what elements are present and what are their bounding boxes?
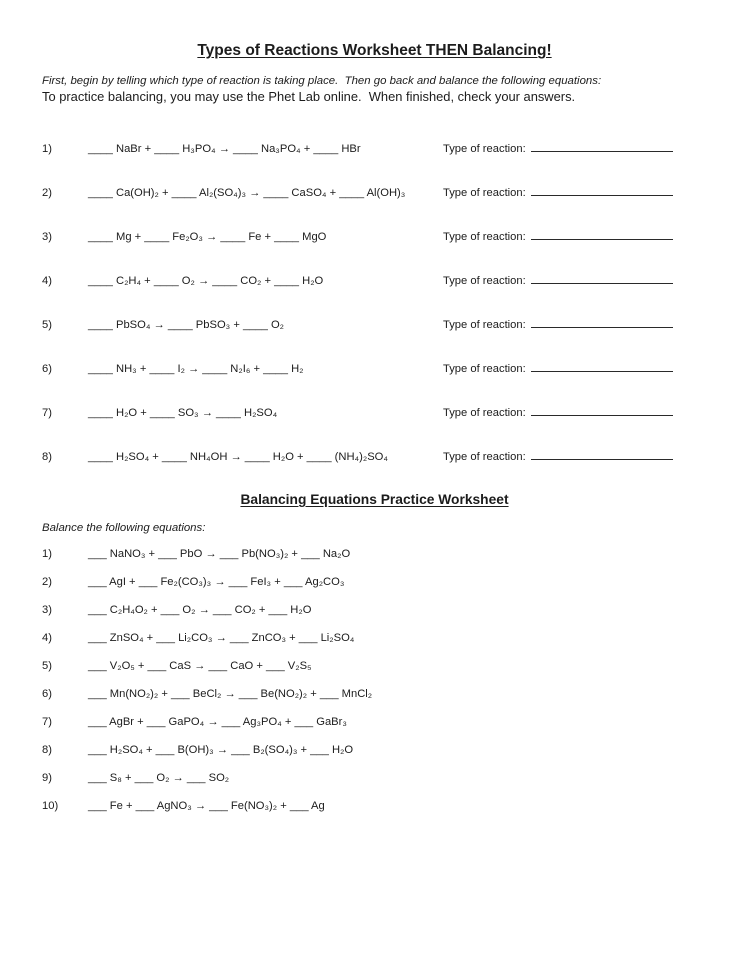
reaction-row-2	[42, 184, 711, 200]
answer-blank	[531, 140, 673, 152]
type-of-reaction-cell	[443, 184, 673, 200]
item-number: 3)	[42, 604, 52, 616]
balance-row-1	[42, 547, 707, 561]
reaction-row-1	[42, 140, 711, 156]
balance-row-10	[42, 799, 707, 813]
answer-blank	[531, 228, 673, 240]
types-of-reactions-section	[0, 140, 749, 464]
intro-block	[42, 75, 707, 104]
equation-text: ___ Mn(NO₂)₂ + ___ BeCl₂ → ___ Be(NO₂)₂ + ___ MnCl₂	[88, 688, 373, 700]
type-of-reaction-label: Type of reaction:	[443, 319, 526, 331]
reaction-row-7	[42, 404, 711, 420]
type-of-reaction-label: Type of reaction:	[443, 407, 526, 419]
item-number: 5)	[42, 319, 52, 331]
equation-text: ____ Ca(OH)₂ + ____ Al₂(SO₄)₃ → ____ CaSO₄ + ____ Al(OH)₃	[88, 187, 406, 199]
balance-row-6	[42, 687, 707, 701]
page-title	[0, 0, 749, 60]
reaction-row-4	[42, 272, 711, 288]
item-number: 8)	[42, 744, 52, 756]
balance-row-4	[42, 631, 707, 645]
equation-text: ___ AgI + ___ Fe₂(CO₃)₃ → ___ FeI₃ + ___ Ag₂CO₃	[88, 576, 345, 588]
item-number: 1)	[42, 548, 52, 560]
type-of-reaction-label: Type of reaction:	[443, 363, 526, 375]
type-of-reaction-cell	[443, 360, 673, 376]
item-number: 9)	[42, 772, 52, 784]
item-number: 6)	[42, 688, 52, 700]
intro-instruction-italic: First, begin by telling which type of reaction is taking place. Then go back and balance the following equations:	[42, 75, 602, 87]
equation-text: ____ Mg + ____ Fe₂O₃ → ____ Fe + ____ MgO	[88, 231, 327, 243]
balance-row-7	[42, 715, 707, 729]
item-number: 6)	[42, 363, 52, 375]
type-of-reaction-label: Type of reaction:	[443, 187, 526, 199]
equation-text: ___ V₂O₅ + ___ CaS → ___ CaO + ___ V₂S₅	[88, 660, 312, 672]
type-of-reaction-cell	[443, 404, 673, 420]
equation-text: ____ NH₃ + ____ I₂ → ____ N₂I₆ + ____ H₂	[88, 363, 304, 375]
type-of-reaction-label: Type of reaction:	[443, 143, 526, 155]
equation-text: ____ H₂SO₄ + ____ NH₄OH → ____ H₂O + ____ (NH₄)₂SO₄	[88, 451, 388, 463]
answer-blank	[531, 404, 673, 416]
type-of-reaction-cell	[443, 272, 673, 288]
balance-row-8	[42, 743, 707, 757]
balance-row-3	[42, 603, 707, 617]
item-number: 4)	[42, 275, 52, 287]
page-title-text: Types of Reactions Worksheet THEN Balancing!	[197, 42, 552, 59]
type-of-reaction-label: Type of reaction:	[443, 231, 526, 243]
item-number: 5)	[42, 660, 52, 672]
type-of-reaction-cell	[443, 448, 673, 464]
item-number: 4)	[42, 632, 52, 644]
balance-row-2	[42, 575, 707, 589]
item-number: 7)	[42, 407, 52, 419]
item-number: 10)	[42, 800, 59, 812]
answer-blank	[531, 448, 673, 460]
answer-blank	[531, 184, 673, 196]
reaction-row-3	[42, 228, 711, 244]
item-number: 7)	[42, 716, 52, 728]
equation-text: ___ C₂H₄O₂ + ___ O₂ → ___ CO₂ + ___ H₂O	[88, 604, 312, 616]
answer-blank	[531, 316, 673, 328]
type-of-reaction-cell	[443, 316, 673, 332]
balancing-instruction: Balance the following equations:	[42, 522, 206, 534]
item-number: 3)	[42, 231, 52, 243]
balance-row-9	[42, 771, 707, 785]
type-of-reaction-label: Type of reaction:	[443, 451, 526, 463]
equation-text: ___ ZnSO₄ + ___ Li₂CO₃ → ___ ZnCO₃ + ___ Li₂SO₄	[88, 632, 355, 644]
answer-blank	[531, 272, 673, 284]
item-number: 1)	[42, 143, 52, 155]
equation-text: ____ NaBr + ____ H₃PO₄ → ____ Na₃PO₄ + ____ HBr	[88, 143, 361, 155]
reaction-row-8	[42, 448, 711, 464]
type-of-reaction-cell	[443, 140, 673, 156]
reaction-row-5	[42, 316, 711, 332]
equation-text: ___ S₈ + ___ O₂ → ___ SO₂	[88, 772, 230, 784]
equation-text: ___ NaNO₃ + ___ PbO → ___ Pb(NO₃)₂ + ___ Na₂O	[88, 548, 351, 560]
answer-blank	[531, 360, 673, 372]
balancing-equations-section	[0, 547, 749, 813]
item-number: 2)	[42, 187, 52, 199]
equation-text: ____ H₂O + ____ SO₃ → ____ H₂SO₄	[88, 407, 278, 419]
item-number: 8)	[42, 451, 52, 463]
equation-text: ___ H₂SO₄ + ___ B(OH)₃ → ___ B₂(SO₄)₃ + ___ H₂O	[88, 744, 354, 756]
item-number: 2)	[42, 576, 52, 588]
equation-text: ____ C₂H₄ + ____ O₂ → ____ CO₂ + ____ H₂O	[88, 275, 324, 287]
reaction-row-6	[42, 360, 711, 376]
type-of-reaction-label: Type of reaction:	[443, 275, 526, 287]
balancing-section-title	[0, 492, 749, 507]
equation-text: ___ Fe + ___ AgNO₃ → ___ Fe(NO₃)₂ + ___ Ag	[88, 800, 325, 812]
type-of-reaction-cell	[443, 228, 673, 244]
equation-text: ____ PbSO₄ → ____ PbSO₃ + ____ O₂	[88, 319, 285, 331]
equation-text: ___ AgBr + ___ GaPO₄ → ___ Ag₃PO₄ + ___ GaBr₃	[88, 716, 347, 728]
intro-instruction-plain: To practice balancing, you may use the Phet Lab online. When finished, check your answers.	[42, 89, 576, 104]
balancing-section-title-text: Balancing Equations Practice Worksheet	[240, 492, 509, 507]
balance-row-5	[42, 659, 707, 673]
